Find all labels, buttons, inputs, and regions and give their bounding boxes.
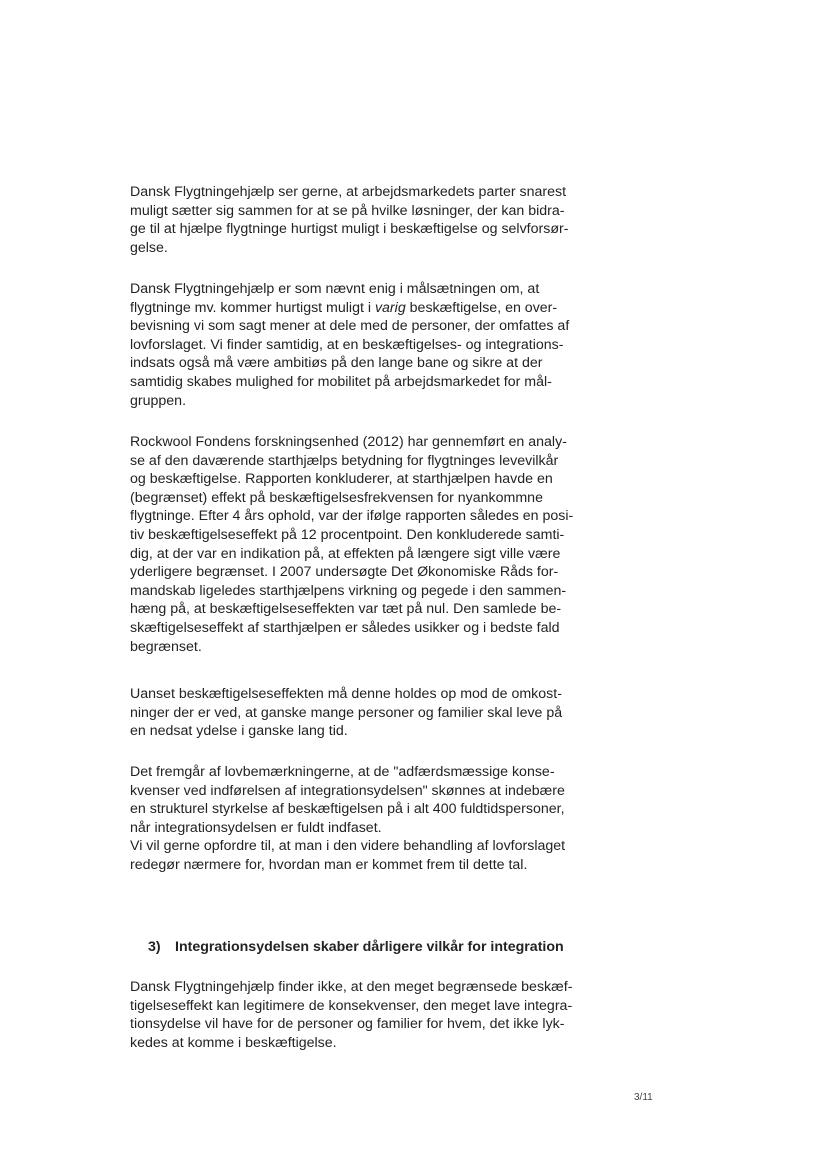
text-line: yderligere begrænset. I 2007 undersøgte Det Økonomiske Råds for- [130,564,559,581]
text-line: lovforslaget. Vi finder samtidig, at en beskæftigelses- og integrations- [130,336,564,353]
text-line [130,299,610,318]
text-line: en nedsat ydelse i ganske lang tid. [130,723,348,740]
text-segment: flygtninge mv. kommer hurtigst muligt i [130,299,375,316]
text-line: når integrationsydelsen er fuldt indfaset. [130,819,382,836]
text-line: mandskab ligeledes starthjælpens virkning og pegede i den sammen- [130,582,567,599]
text-line: Dansk Flygtningehjælp finder ikke, at den meget begrænsede beskæf- [130,979,573,995]
text-line: begrænset. [130,638,202,655]
text-line: en strukturel styrkelse af beskæftigelsen på i alt 400 fuldtidspersoner, [130,801,565,818]
text-line: hæng på, at beskæftigelseseffekten var tæt på nul. Den samlede be- [130,601,562,618]
text-line: gelse. [130,239,168,256]
text-line: gruppen. [130,392,187,409]
paragraph-6 [130,978,610,1052]
italic-word: varig [374,299,406,316]
text-line: kedes at komme i beskæftigelse. [130,1034,337,1051]
text-line: indsats også må være ambitiøs på den lange bane og sikre at der [130,355,543,372]
section-title: Integrationsydelsen skaber dårligere vilkår for integration [175,939,564,955]
paragraph-1 [130,183,610,257]
text-line: skæftigelseseffekt af starthjælpen er således usikker og i bedste fald [130,619,560,636]
section-number: 3) [148,939,161,955]
text-line: tigelseseffekt kan legitimere de konsekvenser, den meget lave integra- [130,997,573,1014]
text-line: flygtninge. Efter 4 års ophold, var der ifølge rapporten således en posi- [130,508,574,525]
paragraph-2 [130,280,610,410]
text-line: (begrænset) effekt på beskæftigelsesfrekvensen for nyankommne [130,489,543,506]
text-line: og beskæftigelse. Rapporten konkluderer, at starthjælpen havde en [130,471,553,488]
text-line: Vi vil gerne opfordre til, at man i den videre behandling af lovforslaget [130,838,566,855]
text-line: Dansk Flygtningehjælp er som nævnt enig i målsætningen om, at [130,281,540,297]
text-line: Uanset beskæftigelseseffekten må denne holdes op mod de omkost- [130,686,562,702]
text-line: kvenser ved indførelsen af integrationsydelsen" skønnes at indebære [130,782,565,799]
paragraph-3 [130,433,610,656]
text-line: redegør nærmere for, hvordan man er kommet frem til dette tal. [130,856,528,873]
text-line: samtidig skabes mulighed for mobilitet på arbejdsmarkedet for mål- [130,373,552,390]
text-line: ge til at hjælpe flygtninge hurtigst muligt i beskæftigelse og selvforsør- [130,221,569,238]
page-number: 3/11 [634,1092,653,1103]
text-line: tiv beskæftigelseseffekt på 12 procentpoint. Den konkluderede samti- [130,526,565,543]
text-line: Det fremgår af lovbemærkningerne, at de "adfærdsmæssige konse- [130,764,555,780]
paragraph-5 [130,763,610,875]
text-line: tionsydelse vil have for de personer og familier for hvem, det ikke lyk- [130,1016,565,1033]
text-line: Dansk Flygtningehjælp ser gerne, at arbejdsmarkedets parter snarest [130,184,567,200]
section-heading [148,939,564,955]
text-line: Rockwool Fondens forskningsenhed (2012) har gennemført en analy- [130,434,567,450]
text-line: muligt sætter sig sammen for at se på hvilke løsninger, der kan bidra- [130,202,565,219]
text-line: bevisning vi som sagt mener at dele med de personer, der omfattes af [130,318,570,335]
text-segment: beskæftigelse, en over- [405,299,558,316]
text-line: ninger der er ved, at ganske mange personer og familier skal leve på [130,704,563,721]
text-line: dig, at der var en indikation på, at effekten på længere sigt ville være [130,545,561,562]
paragraph-4 [130,685,610,741]
text-line: se af den daværende starthjælps betydning for flygtninges levevilkår [130,452,559,469]
